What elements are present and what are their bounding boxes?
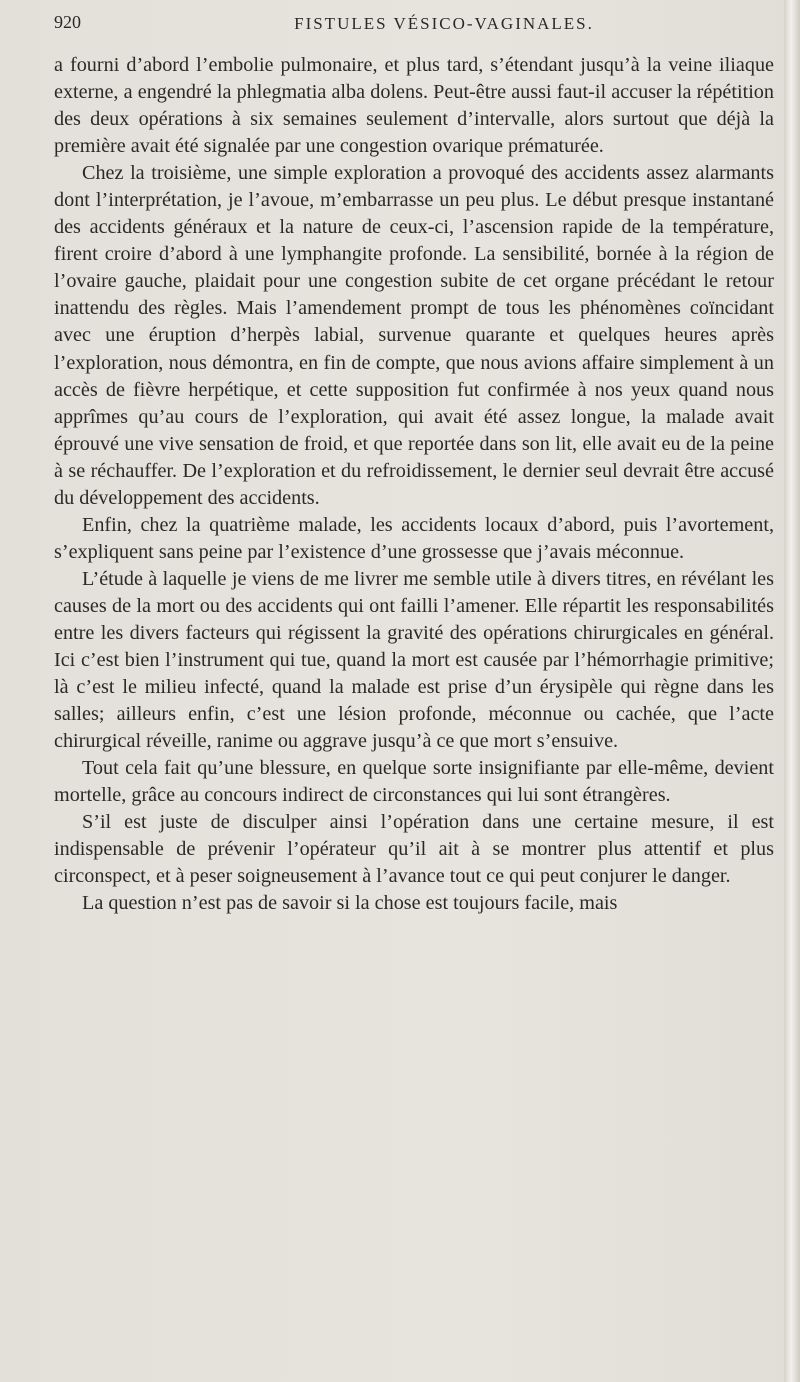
paragraph-study: L’étude à laquelle je viens de me livrer me semble utile à divers titres, en révélant les causes de la mort ou des accidents qui ont failli l’amener. Elle répartit les responsabilités entre les divers facteurs qui régissent la gravité des opérations chirurgicales en général. Ici c’est bien l’instrument qui tue, quand la mort est causée par l’hémorrhagie primitive; là c’est le milieu infecté, quand la malade est prise d’un érysipèle qui règne dans les salles; ailleurs enfin, c’est une lésion profonde, méconnue ou cachée, que l’acte chirurgical réveille, ranime ou aggrave jusqu’à ce que mort s’ensuive. [54,567,774,753]
body-text [54,52,774,918]
page-number: 920 [54,12,81,32]
paragraph-continuation: a fourni d’abord l’embolie pulmonaire, et plus tard, s’étendant jusqu’à la veine iliaque externe, a engendré la phlegmatia alba dolens. Peut-être aussi faut-il accuser la répétition des deux opérations à six semaines seulement d’intervalle, alors surtout que déjà la première avait été signalée par une congestion ovarique prématurée. [54,54,774,158]
paragraph-surgeon: S’il est juste de disculper ainsi l’opération dans une certaine mesure, il est indispensable de prévenir l’opérateur qu’il ait à se montrer plus attentif et plus circonspect, et à peser soigneusement à l’avance tout ce qui peut conjurer le danger. [54,811,774,888]
paragraph-wound: Tout cela fait qu’une blessure, en quelque sorte insignifiante par elle-même, devient mortelle, grâce au concours indirect de circonstances qui lui sont étrangères. [54,757,774,807]
paragraph-third-patient: Chez la troisième, une simple exploration a provoqué des accidents assez alarmants dont l’interprétation, je l’avoue, m’embarrasse un peu plus. Le début presque instantané des accidents généraux et la nature de ceux-ci, l’ascension rapide de la température, firent croire d’abord à une lymphangite profonde. La sensibilité, bornée à la région de l’ovaire gauche, plaidait pour une congestion subite de cet organe précédant le retour inattendu des règles. Mais l’amendement prompt de tous les phénomènes coïncidant avec une éruption d’herpès labial, survenue quarante et quelques heures après l’exploration, nous démontra, en fin de compte, que nous avions affaire simplement à un accès de fièvre herpétique, et cette supposition fut confirmée à nos yeux quand nous apprîmes qu’au cours de l’exploration, qui avait été assez longue, la malade avait éprouvé une vive sensation de froid, et que reportée dans son lit, elle avait eu de la peine à se réchauffer. De l’exploration et du refroidissement, le dernier seul devrait être accusé du développement des accidents. [54,162,774,509]
page-edge [784,0,800,1382]
paragraph-fourth-patient: Enfin, chez la quatrième malade, les accidents locaux d’abord, puis l’avortement, s’expliquent sans peine par l’existence d’une grossesse que j’avais méconnue. [54,513,774,563]
running-title: FISTULES VÉSICO-VAGINALES. [294,14,594,33]
paragraph-question: La question n’est pas de savoir si la chose est toujours facile, mais [82,892,618,915]
page-header [54,12,754,42]
